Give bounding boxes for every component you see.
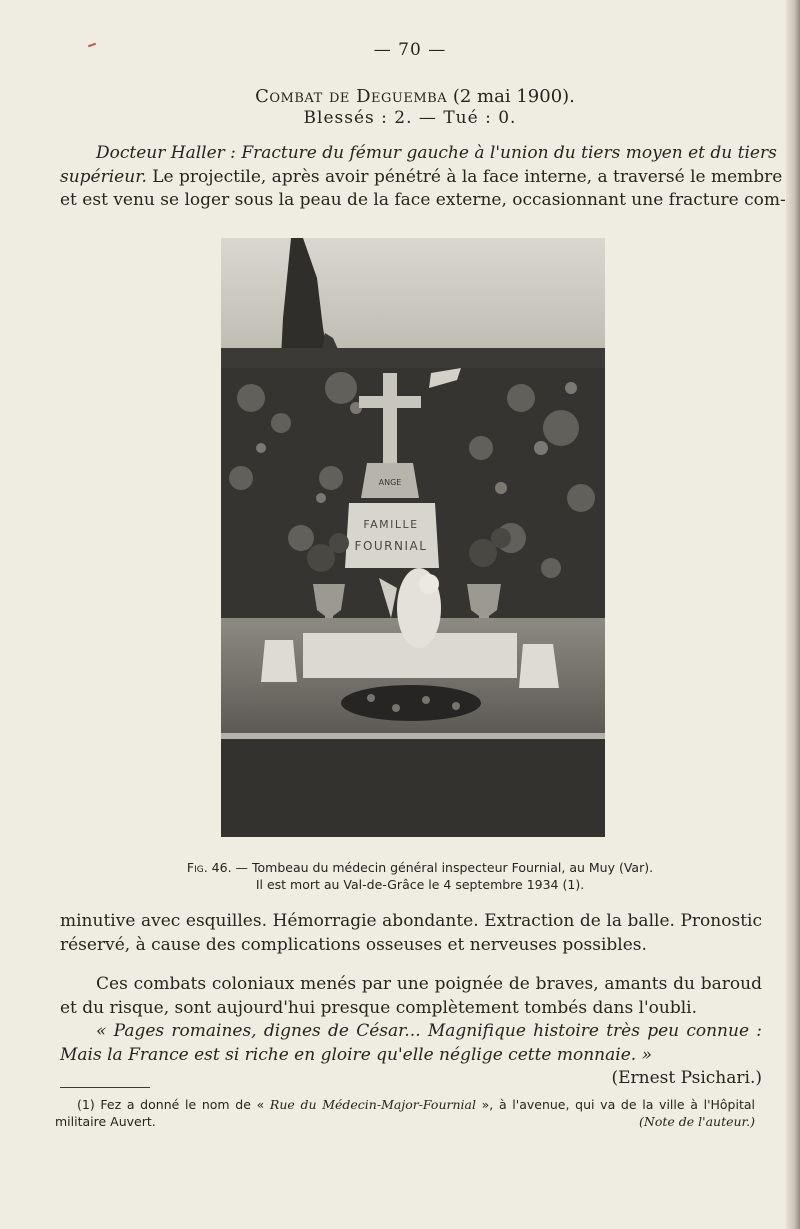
cross-plate-text: ANGE <box>378 478 402 487</box>
street-name: Rue du Médecin-Major-Fournial <box>269 1097 476 1112</box>
paragraph-line: et du risque, sont aujourd'hui presque complètement tombés dans l'oubli. <box>60 997 698 1018</box>
paragraph-line: minutive avec esquilles. Hémorragie abondante. Extraction de la balle. Pronostic <box>60 911 762 931</box>
caption-line-1 <box>0 859 800 876</box>
paragraph-line: Ces combats coloniaux menés par une poignée de braves, amants du baroud <box>96 974 762 994</box>
sky <box>221 238 605 363</box>
figure-caption <box>0 859 800 893</box>
footnote-text: militaire Auvert. <box>55 1114 156 1129</box>
right-jar <box>519 644 559 688</box>
plaque-line-2: FOURNIAL <box>354 539 428 553</box>
footnote-line <box>55 1113 755 1130</box>
left-jar <box>261 640 297 682</box>
footnote-text: (1) Fez a donné le nom de « <box>77 1097 270 1112</box>
family-plaque <box>345 503 439 568</box>
paragraph-line <box>60 166 783 190</box>
heading-title: Combat de Deguemba <box>255 86 448 107</box>
paragraph-colonial <box>60 973 762 1091</box>
paragraph-haller <box>60 142 786 213</box>
slab-edge <box>221 733 605 739</box>
section-heading <box>0 86 800 108</box>
tomb-photo-illustration <box>221 238 605 837</box>
paragraph-line: réservé, à cause des complications osseuses et nerveuses possibles. <box>60 934 647 955</box>
quote-attribution: (Ernest Psichari.) <box>611 1068 762 1088</box>
caption-text: — Tombeau du médecin général inspecteur Fournial, au Muy (Var). <box>231 860 654 875</box>
figure-label: Fig. 46. <box>186 860 232 875</box>
foreground <box>221 739 605 837</box>
paragraph-line: Docteur Haller : Fracture du fémur gauche à l'union du tiers moyen et du tiers <box>96 143 777 163</box>
plaque-line-1: FAMILLE <box>363 518 419 531</box>
paragraph-line: et est venu se loger sous la peau de la face externe, occasionnant une fracture com- <box>60 190 786 210</box>
page-edge <box>786 0 800 1229</box>
paragraph-text: Le projectile, après avoir pénétré à la face interne, a traversé le membre <box>146 166 783 187</box>
heading-date: (2 mai 1900). <box>452 86 575 107</box>
paragraph-prognosis <box>60 910 762 957</box>
footnote <box>55 1096 755 1130</box>
author-note: (Note de l'auteur.) <box>639 1114 755 1129</box>
wreath <box>341 685 481 721</box>
tomb-photograph <box>221 238 605 837</box>
casualty-line: Blessés : 2. — Tué : 0. <box>303 108 517 128</box>
caption-line-2: Il est mort au Val-de-Grâce le 4 septembre 1934 (1). <box>255 877 585 892</box>
cemetery-wall <box>221 348 605 370</box>
quote-line: « Pages romaines, dignes de César... Magnifique histoire très peu connue : <box>96 1021 762 1041</box>
footnote-text: », à l'avenue, qui va de la ville à l'Hôpital <box>475 1097 755 1112</box>
quote-line: Mais la France est si riche en gloire qu'elle néglige cette monnaie. » <box>60 1044 652 1065</box>
page-number: — 70 — <box>373 40 447 60</box>
italic-word: supérieur. <box>60 166 147 187</box>
footnote-rule <box>60 1087 150 1088</box>
footnote-line <box>55 1096 755 1113</box>
